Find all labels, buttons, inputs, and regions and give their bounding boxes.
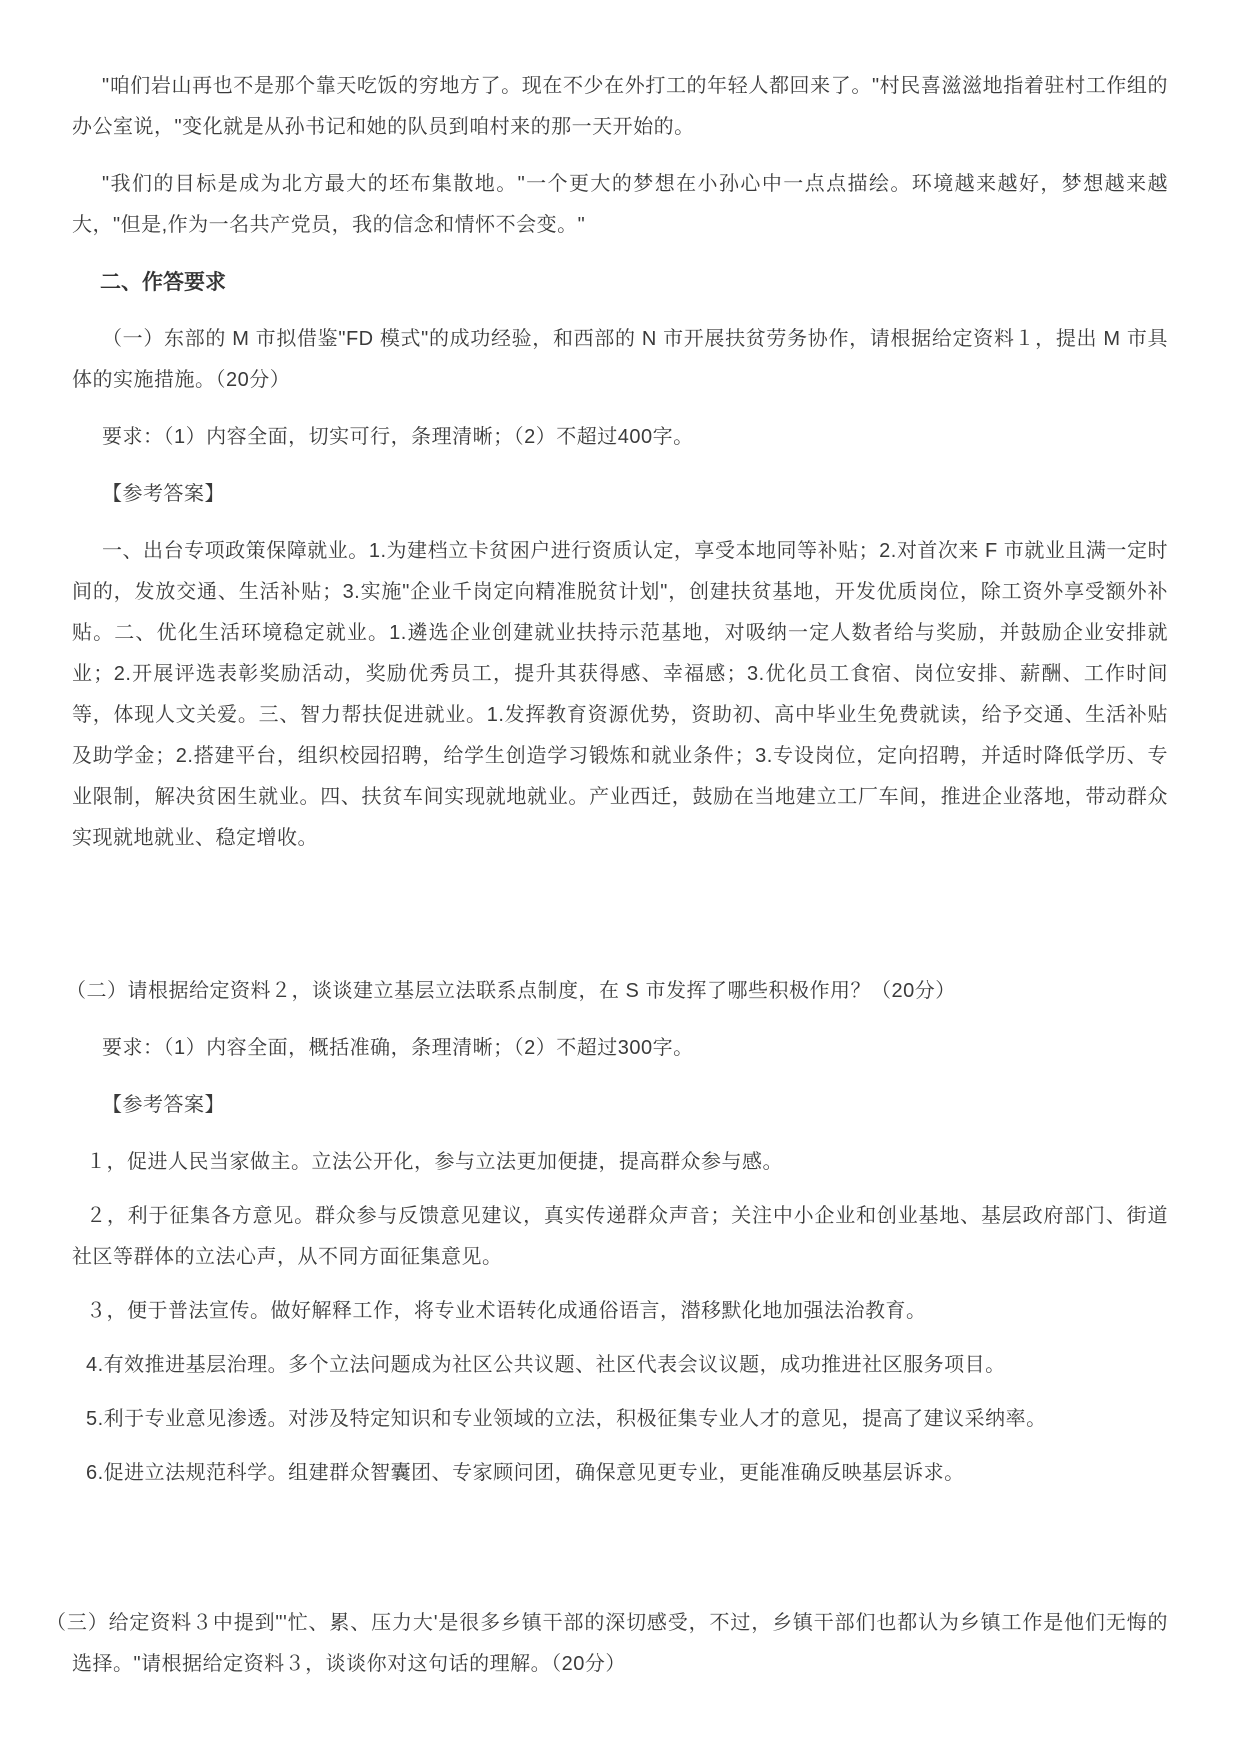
question-2-answer-label: 【参考答案】 (102, 1094, 225, 1116)
question-2-answer-item: ３，便于普法宣传。做好解释工作，将专业术语转化成通俗语言，潜移默化地加强法治教育。 (86, 1300, 927, 1322)
question-1: （一）东部的 M 市拟借鉴"FD 模式"的成功经验，和西部的 N 市开展扶贫劳务协作，请根据给定资料１，提出 M 市具体的实施措施。（20分） (72, 328, 1168, 391)
question-1-answer: 一、出台专项政策保障就业。1.为建档立卡贫困户进行资质认定，享受本地同等补贴；2.对首次来 F 市就业且满一定时间的，发放交通、生活补贴；3.实施"企业千岗定向精准脱贫计划"，创建扶贫基地，开发优质岗位，除工资外享受额外补贴。二、优化生活环境稳定就业。1.遴选企业创建就业扶持示范基地，对吸纳一定人数者给与奖励，并鼓励企业安排就业；2.开展评选表彰奖励活动，奖励优秀员工，提升其获得感、幸福感；3.优化员工食宿、岗位安排、薪酬、工作时间等，体现人文关爱。三、智力帮扶促进就业。1.发挥教育资源优势，资助初、高中毕业生免费就读，给予交通、生活补贴及助学金；2.搭建平台，组织校园招聘，给学生创造学习锻炼和就业条件；3.专设岗位，定向招聘，并适时降低学历、专业限制，解决贫困生就业。四、扶贫车间实现就地就业。产业西迁，鼓励在当地建立工厂车间，推进企业落地，带动群众实现就地就业、稳定增收。 (72, 540, 1168, 849)
question-2-requirements: 要求：（1）内容全面，概括准确，条理清晰；（2）不超过300字。 (102, 1037, 694, 1059)
section-gap (72, 875, 1168, 971)
question-1-answer-label: 【参考答案】 (102, 483, 225, 505)
question-2-answer-item: １，促进人民当家做主。立法公开化，参与立法更加便捷，提高群众参与感。 (86, 1151, 783, 1173)
intro-paragraph-1: "咱们岩山再也不是那个靠天吃饭的穷地方了。现在不少在外打工的年轻人都回来了。"村民喜滋滋地指着驻村工作组的办公室说，"变化就是从孙书记和她的队员到咱村来的那一天开始的。 (72, 75, 1168, 138)
question-2: （二）请根据给定资料２，谈谈建立基层立法联系点制度，在 S 市发挥了哪些积极作用？（20分） (66, 980, 956, 1002)
question-2-answer-item: 4.有效推进基层治理。多个立法问题成为社区公共议题、社区代表会议议题，成功推进社区服务项目。 (86, 1354, 1006, 1376)
question-2-answer-item: 5.利于专业意见渗透。对涉及特定知识和专业领域的立法，积极征集专业人才的意见，提高了建议采纳率。 (86, 1408, 1047, 1430)
question-2-answer-item: 6.促进立法规范科学。组建群众智囊团、专家顾问团，确保意见更专业，更能准确反映基层诉求。 (86, 1462, 965, 1484)
question-1-requirements: 要求：（1）内容全面，切实可行，条理清晰；（2）不超过400字。 (102, 426, 694, 448)
section-gap (72, 1507, 1168, 1603)
question-2-answer-item: ２，利于征集各方意见。群众参与反馈意见建议，真实传递群众声音；关注中小企业和创业基地、基层政府部门、街道社区等群体的立法心声，从不同方面征集意见。 (72, 1205, 1168, 1268)
question-3: （三）给定资料３中提到"'忙、累、压力大'是很多乡镇干部的深切感受，不过，乡镇干部们也都认为乡镇工作是他们无悔的选择。"请根据给定资料３，谈谈你对这句话的理解。（20分） (46, 1612, 1168, 1675)
section-heading: 二、作答要求 (100, 271, 226, 294)
intro-paragraph-2: "我们的目标是成为北方最大的坯布集散地。"一个更大的梦想在小孙心中一点点描绘。环境越来越好，梦想越来越大，"但是,作为一名共产党员，我的信念和情怀不会变。" (72, 173, 1168, 236)
